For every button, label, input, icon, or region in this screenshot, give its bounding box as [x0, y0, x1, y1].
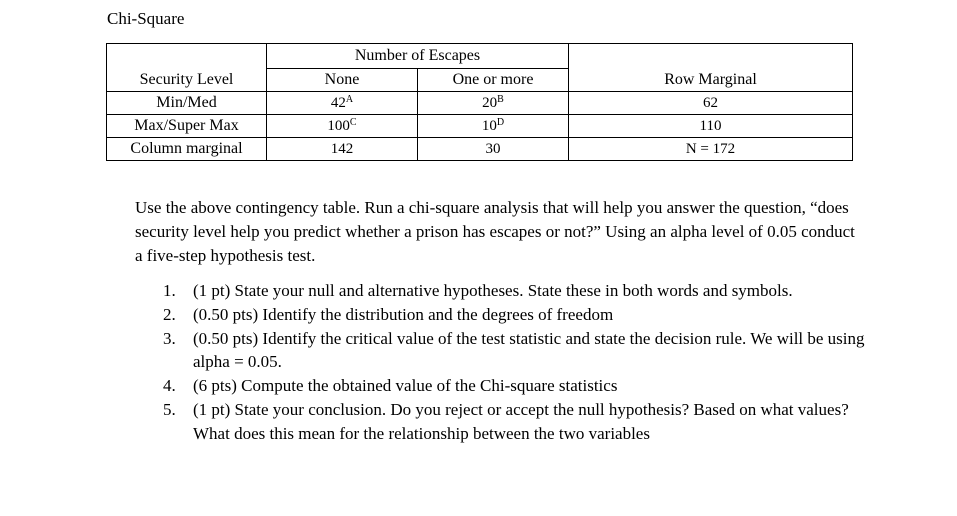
cell-tag: D [496, 117, 505, 128]
step-number: 3. [163, 328, 176, 348]
table-header-blank-left [107, 44, 267, 69]
col-header-row-marginal: Row Marginal [569, 69, 853, 92]
col-header-one-or-more: One or more [418, 69, 569, 92]
list-item [163, 279, 865, 303]
table-row [107, 115, 853, 138]
table-header-blank-right [569, 44, 853, 69]
col-header-security-level: Security Level [107, 69, 267, 92]
step-text: (1 pt) State your conclusion. Do you reject or accept the null hypothesis? Based on what values? What does this mean for the relationship between the two variables [193, 399, 849, 443]
cell-value: 42 [330, 95, 346, 111]
step-text: (0.50 pts) Identify the distribution and the degrees of freedom [193, 304, 614, 324]
intro-paragraph: Use the above contingency table. Run a chi-square analysis that will help you answer the question, “does security level help you predict whether a prison has escapes or not?” Using an alpha level of 0.05 conduct a five-step hypothesis test. [135, 198, 855, 265]
row-label: Min/Med [107, 92, 267, 115]
step-text: (1 pt) State your null and alternative hypotheses. State these in both words and symbols. [193, 281, 793, 300]
steps-list [163, 279, 865, 446]
cell-tag: B [497, 94, 504, 105]
cell-tag: C [349, 117, 357, 128]
cell-one-or-more [418, 115, 569, 138]
footer-n-total: N = 172 [569, 138, 853, 161]
cell-value: 100 [327, 118, 350, 134]
table-footer-row [107, 138, 853, 161]
list-item [163, 327, 865, 375]
cell-row-marginal: 62 [569, 92, 853, 115]
col-header-none: None [267, 69, 418, 92]
footer-none: 142 [267, 138, 418, 161]
step-text: (6 pts) Compute the obtained value of the Chi-square statistics [193, 376, 618, 396]
step-number: 4. [163, 376, 176, 396]
step-number: 1. [163, 281, 176, 300]
footer-label: Column marginal [107, 138, 267, 161]
cell-none [267, 115, 418, 138]
list-item [163, 374, 865, 398]
cell-row-marginal: 110 [569, 115, 853, 138]
step-text: (0.50 pts) Identify the critical value of the test statistic and state the decision rule. We will be using alpha = 0.05. [193, 328, 865, 372]
document-title: Chi-Square [107, 9, 185, 28]
list-item [163, 398, 865, 446]
cell-one-or-more [418, 92, 569, 115]
step-number: 5. [163, 399, 176, 419]
cell-value: 10 [481, 118, 497, 134]
list-item [163, 303, 865, 327]
group-header-number-of-escapes: Number of Escapes [267, 44, 569, 69]
footer-one-or-more: 30 [418, 138, 569, 161]
cell-none [267, 92, 418, 115]
table-column-header-row [107, 69, 853, 92]
table-group-header-row [107, 44, 853, 69]
step-number: 2. [163, 304, 176, 324]
contingency-table [106, 43, 853, 161]
row-label: Max/Super Max [107, 115, 267, 138]
cell-value: 20 [482, 95, 498, 111]
cell-tag: A [345, 94, 354, 105]
table-row [107, 92, 853, 115]
